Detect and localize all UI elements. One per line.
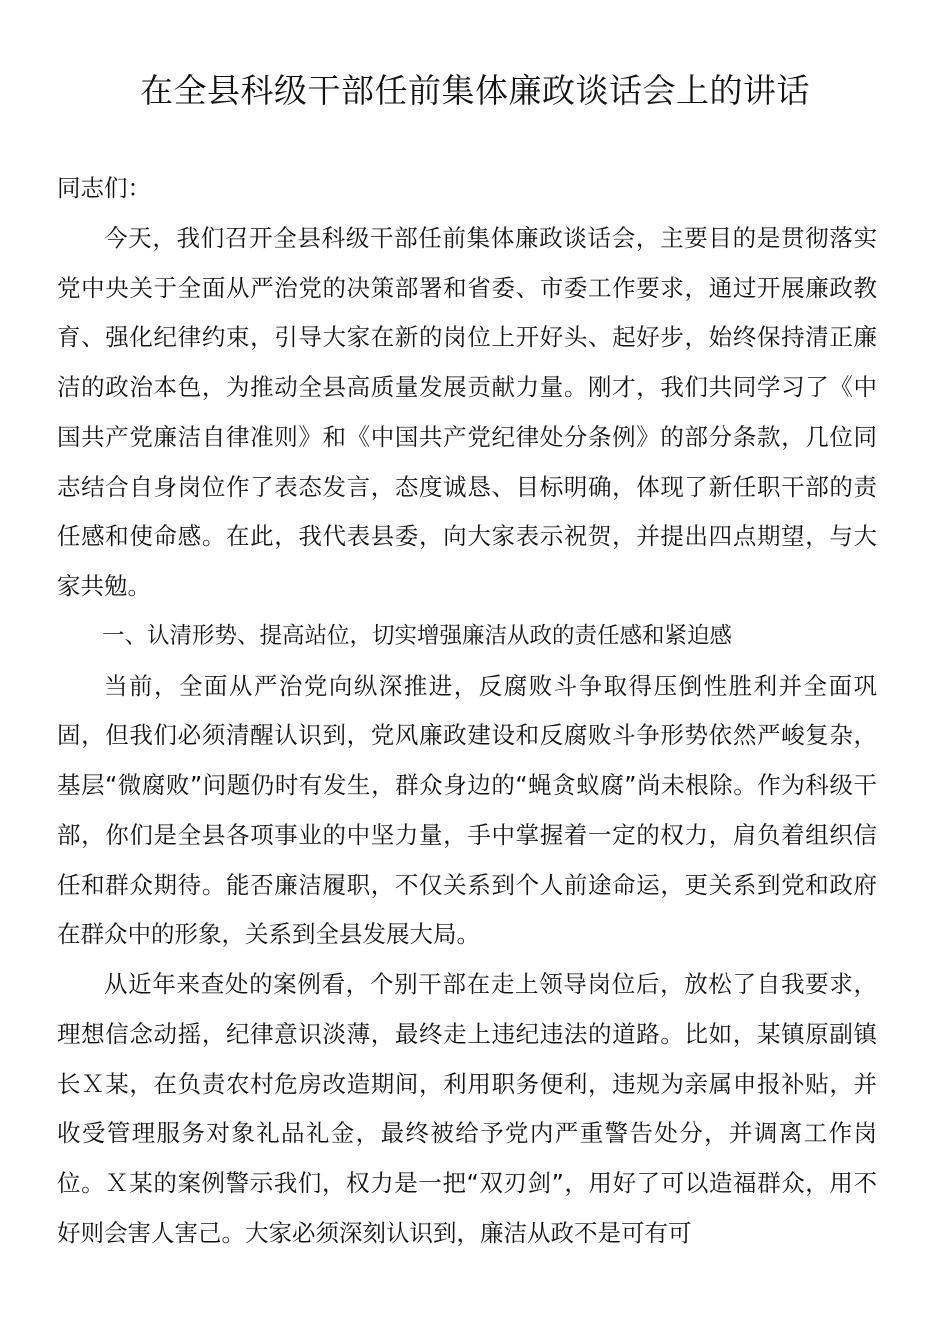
body-paragraph: 当前，全面从严治党向纵深推进，反腐败斗争取得压倒性胜利并全面巩固，但我们必须清醒认识到，党风廉政建设和反腐败斗争形势依然严峻复杂，基层“微腐败”问题仍时有发生，群众身边的“蝇贪蚁腐”尚未根除。作为科级干部，你们是全县各项事业的中坚力量，手中掌握着一定的权力，肩负着组织信任和群众期待。能否廉洁履职，不仅关系到个人前途命运，更关系到党和政府在群众中的形象，关系到全县发展大局。 bbox=[57, 671, 877, 949]
body-paragraph: 从近年来查处的案例看，个别干部在走上领导岗位后，放松了自我要求，理想信念动摇，纪律意识淡薄，最终走上违纪违法的道路。比如，某镇原副镇长Ｘ某，在负责农村危房改造期间，利用职务便利，违规为亲属申报补贴，并收受管理服务对象礼品礼金，最终被给予党内严重警告处分，并调离工作岗位。Ｘ某的案例警示我们，权力是一把“双刃剑”，用好了可以造福群众，用不好则会害人害己。大家必须深刻认识到，廉洁从政不是可有可 bbox=[57, 970, 877, 1247]
document-body bbox=[57, 164, 877, 1259]
section-heading: 一、认清形势、提高站位，切实增强廉洁从政的责任感和紧迫感 bbox=[102, 622, 733, 649]
opening-paragraph: 今天，我们召开全县科级干部任前集体廉政谈话会，主要目的是贯彻落实党中央关于全面从严治党的决策部署和省委、市委工作要求，通过开展廉政教育、强化纪律约束，引导大家在新的岗位上开好头、起好步，始终保持清正廉洁的政治本色，为推动全县高质量发展贡献力量。刚才，我们共同学习了《中国共产党廉洁自律准则》和《中国共产党纪律处分条例》的部分条款，几位同志结合自身岗位作了表态发言，态度诚恳、目标明确，体现了新任职干部的责任感和使命感。在此，我代表县委，向大家表示祝贺，并提出四点期望，与大家共勉。 bbox=[57, 223, 877, 600]
salutation: 同志们： bbox=[57, 174, 151, 202]
document-title: 在全县科级干部任前集体廉政谈话会上的讲话 bbox=[140, 71, 810, 110]
